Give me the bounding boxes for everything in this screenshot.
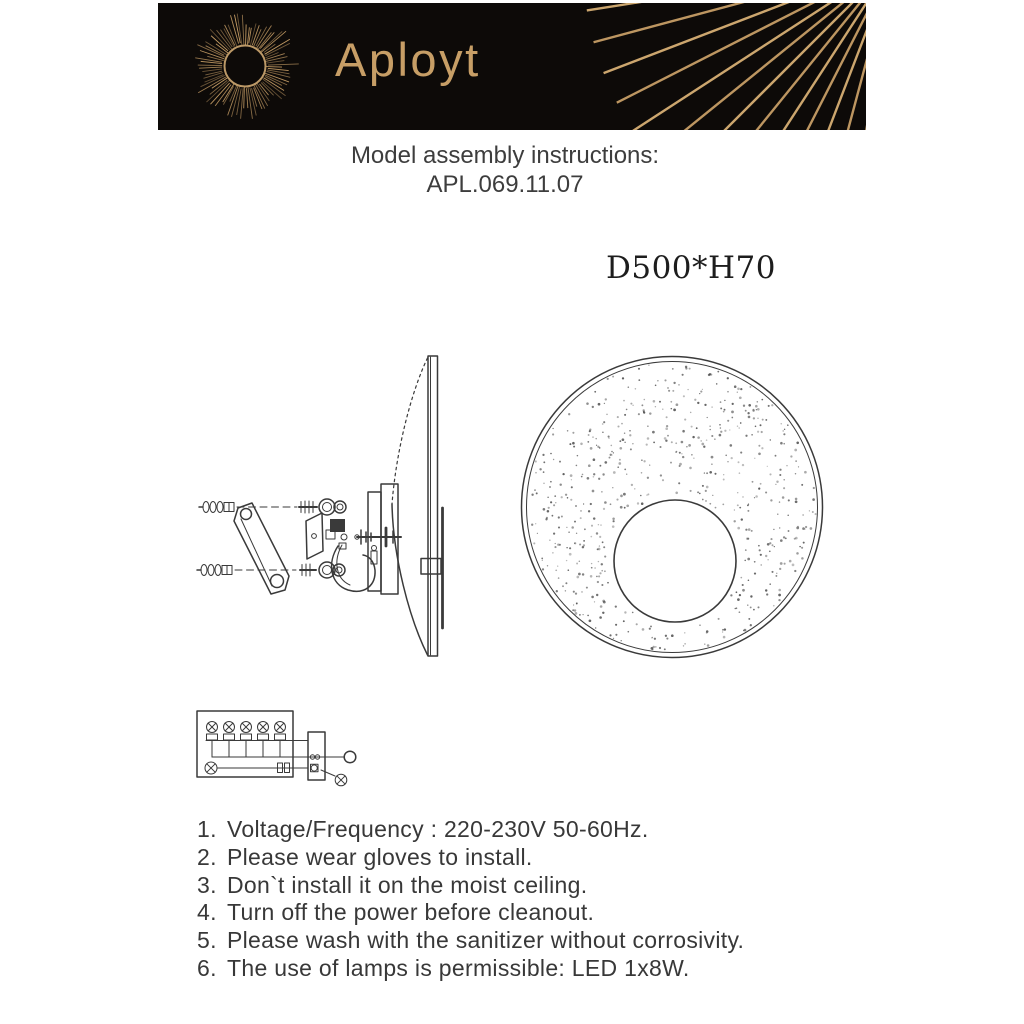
instruction-item: [197, 844, 887, 872]
instruction-text: Please wear gloves to install.: [227, 843, 533, 870]
instruction-number: 4.: [197, 899, 217, 926]
wiring-diagram: [197, 711, 356, 786]
lamp-symbol-icon: [207, 722, 218, 741]
instructions-list: [197, 816, 887, 983]
side-view-diagram: [197, 356, 443, 656]
lamp-center-circle: [614, 500, 736, 622]
instruction-text: Please wash with the sanitizer without corrosivity.: [227, 927, 745, 954]
instruction-text: The use of lamps is permissible: LED 1x8W.: [227, 954, 690, 981]
instruction-text: Turn off the power before cleanout.: [227, 899, 595, 926]
instruction-number: 6.: [197, 954, 217, 981]
model-number: APL.069.11.07: [426, 171, 584, 198]
terminal-block: [326, 519, 347, 549]
lamp-side-body: [392, 356, 443, 656]
instruction-item: [197, 872, 887, 900]
instruction-number: 5.: [197, 927, 217, 954]
instruction-number: 2.: [197, 843, 217, 870]
lamp-symbol-icon: [258, 722, 269, 741]
page-title: Model assembly instructions:: [350, 142, 660, 169]
lamp-symbol-icon: [241, 722, 252, 741]
wall-anchor-top-icon: [199, 502, 234, 513]
dome-profile-dashed: [392, 358, 428, 504]
neutral-terminal-icon: [344, 751, 356, 763]
instruction-item: [197, 927, 887, 955]
instruction-text: Voltage/Frequency : 220-230V 50-60Hz.: [227, 816, 649, 842]
screw-bottom-icon: [300, 562, 345, 578]
instruction-item: [197, 899, 887, 927]
mounting-bracket: [234, 503, 289, 594]
brand-name: Aployt: [335, 33, 481, 86]
lamp-symbol-icon: [275, 722, 286, 741]
instruction-item: [197, 955, 887, 983]
lamp-symbol-icon: [205, 762, 217, 774]
instruction-item: [197, 816, 887, 844]
instruction-number: 1.: [197, 816, 217, 842]
wall-anchor-bottom-icon: [197, 565, 232, 576]
instruction-text: Don`t install it on the moist ceiling.: [227, 871, 588, 898]
dimension-label: D500*H70: [606, 250, 777, 286]
front-view-diagram: [522, 357, 823, 658]
mounting-plate: [306, 513, 323, 559]
instruction-number: 3.: [197, 871, 217, 898]
lamp-symbol-icon: [224, 722, 235, 741]
lamp-symbol-icon: [335, 774, 347, 786]
